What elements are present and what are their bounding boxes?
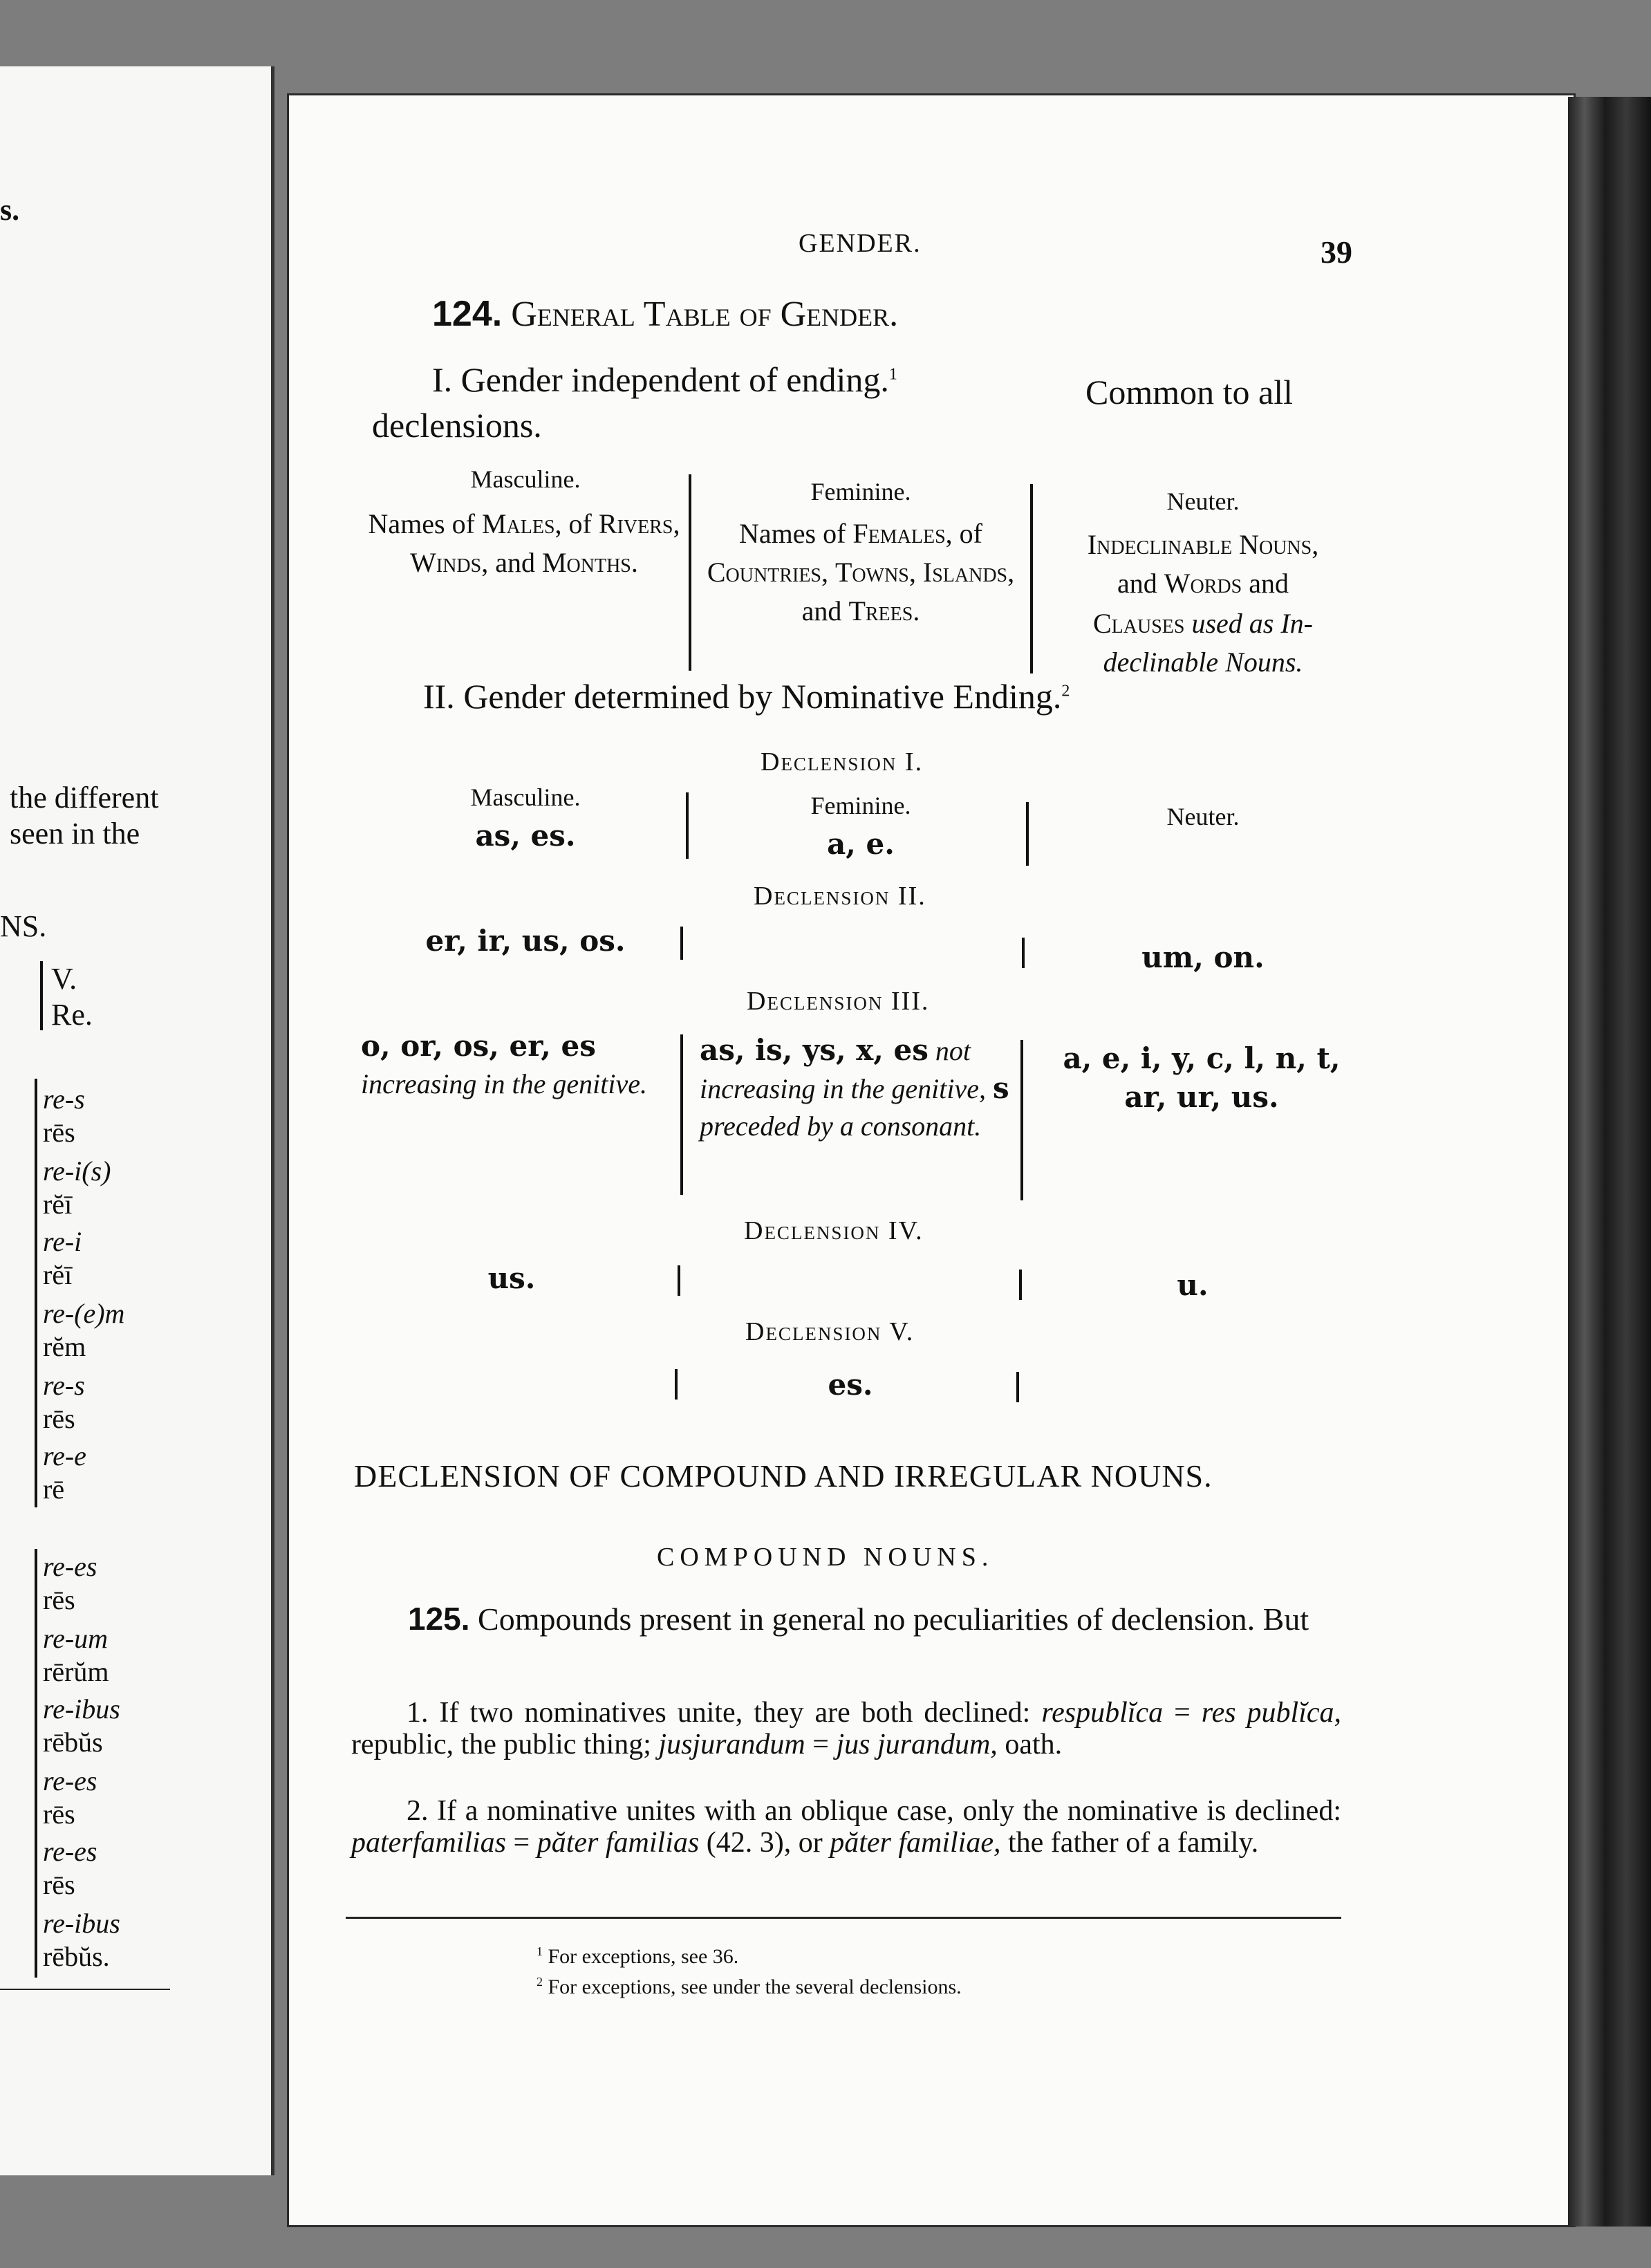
decl1-feminine: a, e. xyxy=(827,827,895,861)
item1-lead: 1. If two nominatives unite, they are both declined: xyxy=(407,1697,1031,1729)
para-125-text: Compounds present in general no peculiarities of declension. But xyxy=(478,1601,1309,1637)
decl2-neuter: um, on. xyxy=(1141,940,1265,974)
part1-line xyxy=(432,360,897,400)
decl4-masculine: us. xyxy=(487,1261,536,1295)
decl1-masculine: as, es. xyxy=(475,819,576,853)
left-form: rēs xyxy=(43,1869,75,1900)
footnote-rule xyxy=(346,1917,1341,1919)
item1-example-jus-jurandum: jus jurandum, xyxy=(836,1729,998,1760)
item-1 xyxy=(351,1697,1341,1760)
left-heading-fragment: NS. xyxy=(0,909,47,943)
paragraph-125 xyxy=(350,1600,1338,1638)
clauses-label: Clauses xyxy=(1092,608,1185,639)
decl3-feminine xyxy=(700,1032,1015,1145)
used-as-label: used as In- xyxy=(1191,608,1313,639)
compound-nouns-subheading: COMPOUND NOUNS. xyxy=(657,1543,994,1572)
footnote-mark-1: 1 xyxy=(888,365,897,384)
decl4-divider-1 xyxy=(678,1265,680,1296)
decl1-divider-1 xyxy=(686,792,689,859)
left-form: rĕī xyxy=(43,1259,73,1290)
decl3-masc-endings: o, or, os, er, es xyxy=(361,1029,596,1063)
decl3-neuter-line2: ar, ur, us. xyxy=(1124,1080,1279,1114)
declension-5-label: Declension V. xyxy=(745,1317,915,1346)
decl3-masculine xyxy=(361,1028,672,1103)
left-form-stem: re-ibus xyxy=(43,1693,120,1725)
table1-feminine-head: Feminine. xyxy=(810,478,911,505)
running-head: GENDER. xyxy=(799,229,922,258)
part2-numeral: II. xyxy=(423,677,455,716)
decl2-masculine: er, ir, us, os. xyxy=(425,924,626,958)
decl4-divider-2 xyxy=(1019,1270,1022,1300)
left-form-stem: re-i(s) xyxy=(43,1155,111,1187)
decl3-divider-1 xyxy=(680,1034,683,1195)
left-form: rē xyxy=(43,1474,65,1505)
left-form-stem: re-(e)m xyxy=(43,1298,125,1329)
left-column-subheading: Re. xyxy=(51,998,93,1032)
decl5-divider-1 xyxy=(675,1369,678,1400)
decl5-feminine: es. xyxy=(828,1368,873,1402)
declension-3-label: Declension III. xyxy=(747,987,930,1016)
footnote-2 xyxy=(537,1975,962,1999)
item1-example-jusjurandum: jusjurandum xyxy=(658,1729,805,1760)
item2-lead: 2. If a nominative unites with an oblique case, only the nominative is declined: xyxy=(407,1795,1341,1827)
footnote-2-mark: 2 xyxy=(537,1975,543,1989)
table1-neuter-line3 xyxy=(1044,604,1362,643)
table1-neuter-head: Neuter. xyxy=(1166,487,1240,515)
decl1-masculine-head: Masculine. xyxy=(470,783,581,811)
part2-text: Gender determined by Nominative Ending. xyxy=(463,677,1062,716)
left-text-line-1: the different xyxy=(10,781,159,815)
left-form-stem: re-es xyxy=(43,1765,97,1796)
decl3-fem-s: s xyxy=(992,1071,1009,1105)
item2-gloss: the father of a family. xyxy=(1008,1827,1259,1859)
left-form: rĕī xyxy=(43,1189,73,1220)
table1-divider-2 xyxy=(1030,484,1033,673)
item1-example-res-publica: res publĭca, xyxy=(1201,1697,1342,1729)
para-125-number: 125. xyxy=(408,1601,470,1637)
footnote-1 xyxy=(537,1944,738,1969)
decl5-divider-2 xyxy=(1016,1372,1019,1402)
part1-line2: declensions. xyxy=(372,406,542,445)
left-form: rēbŭs. xyxy=(43,1941,110,1972)
decl1-feminine-head: Feminine. xyxy=(810,792,911,819)
left-corner-fragment: s. xyxy=(0,193,20,227)
left-form: rēbŭs xyxy=(43,1727,103,1758)
left-form-stem: re-e xyxy=(43,1440,86,1471)
left-page xyxy=(0,66,274,2175)
decl3-fem-rule2: preceded by a consonant. xyxy=(700,1110,982,1142)
left-column-rule-plural xyxy=(35,1549,37,1978)
item1-gloss-oath: oath. xyxy=(1005,1729,1063,1760)
left-form: rĕm xyxy=(43,1331,86,1362)
table1-divider-1 xyxy=(689,474,691,671)
compound-irregular-heading: DECLENSION OF COMPOUND AND IRREGULAR NOUNS. xyxy=(354,1458,1213,1494)
item2-example-paterfamilias: paterfamilias xyxy=(351,1827,507,1859)
left-text-line-2: seen in the xyxy=(10,817,140,850)
decl3-divider-2 xyxy=(1020,1040,1023,1200)
item2-reference: (42. 3), or xyxy=(706,1827,823,1859)
left-form-stem: re-um xyxy=(43,1623,109,1654)
section-title-text: General Table of Gender. xyxy=(511,295,899,334)
left-form: rēs xyxy=(43,1403,75,1434)
footnote-2-text: For exceptions, see under the several declensions. xyxy=(548,1976,962,1998)
footnote-mark-2: 2 xyxy=(1061,682,1070,700)
decl4-neuter: u. xyxy=(1177,1268,1209,1302)
part1-numeral: I. xyxy=(432,360,453,399)
table1-feminine-text: Names of Females, of Countries, Towns, Islands, and Trees. xyxy=(707,518,1015,626)
decl1-divider-2 xyxy=(1026,802,1029,866)
item1-equals-2: = xyxy=(812,1729,829,1760)
part2-line xyxy=(423,676,1070,716)
part1-text: Gender independent of ending. xyxy=(460,360,889,399)
item2-example-pater-familiae: păter familiae, xyxy=(830,1827,1001,1859)
item-2 xyxy=(351,1795,1341,1859)
footnote-1-text: For exceptions, see 36. xyxy=(548,1945,739,1968)
left-column-rule-top xyxy=(40,961,43,1030)
left-form-stem: re-i xyxy=(43,1226,82,1257)
left-bottom-rule xyxy=(0,1989,170,1990)
decl2-divider-2 xyxy=(1022,938,1025,968)
decl3-fem-rule: not increasing in the genitive, xyxy=(700,1035,986,1104)
decl3-masc-rule: increasing in the genitive. xyxy=(361,1068,647,1099)
decl3-neuter-line1: a, e, i, y, c, l, n, t, xyxy=(1063,1041,1341,1075)
left-form-stem: re-s xyxy=(43,1370,85,1401)
decl3-fem-endings: as, is, ys, x, es xyxy=(700,1033,929,1067)
item2-equals: = xyxy=(513,1827,530,1859)
declension-4-label: Declension IV. xyxy=(744,1216,924,1245)
left-form-stem: re-ibus xyxy=(43,1908,120,1939)
page-number: 39 xyxy=(1321,234,1352,270)
item1-gloss-republic: republic, the public thing; xyxy=(351,1729,651,1760)
left-column-heading: V. xyxy=(51,962,77,996)
item1-equals-1: = xyxy=(1174,1697,1191,1729)
table1-neuter-line4: declinable Nouns. xyxy=(1103,647,1303,678)
item1-example-respublica: respublĭca xyxy=(1041,1697,1164,1729)
book-edge xyxy=(1568,97,1651,2227)
table1-neuter-line2: and Words and xyxy=(1117,568,1289,599)
left-form: rēs xyxy=(43,1584,75,1615)
table1-masculine-head: Masculine. xyxy=(470,465,581,493)
item2-example-pater-familias: păter familias xyxy=(537,1827,700,1859)
left-column-rule-singular xyxy=(35,1079,37,1507)
left-form: rēs xyxy=(43,1798,75,1830)
left-form: rēs xyxy=(43,1117,75,1148)
declension-2-label: Declension II. xyxy=(754,882,926,911)
footnote-1-mark: 1 xyxy=(537,1944,543,1958)
part1-rest: Common to all xyxy=(1085,373,1293,411)
section-124-title xyxy=(432,293,898,335)
left-form-stem: re-es xyxy=(43,1836,97,1867)
left-form-stem: re-es xyxy=(43,1551,97,1582)
declension-1-label: Declension I. xyxy=(761,747,924,777)
left-form: rērŭm xyxy=(43,1656,109,1687)
decl2-divider-1 xyxy=(680,927,683,960)
table1-masculine-text: Names of Males, of Rivers, Winds, and Months. xyxy=(368,508,680,578)
table1-neuter-line1: Indeclinable Nouns, xyxy=(1087,529,1319,560)
left-form-stem: re-s xyxy=(43,1084,85,1115)
section-number: 124. xyxy=(432,294,503,334)
decl1-neuter-head: Neuter. xyxy=(1166,803,1240,830)
